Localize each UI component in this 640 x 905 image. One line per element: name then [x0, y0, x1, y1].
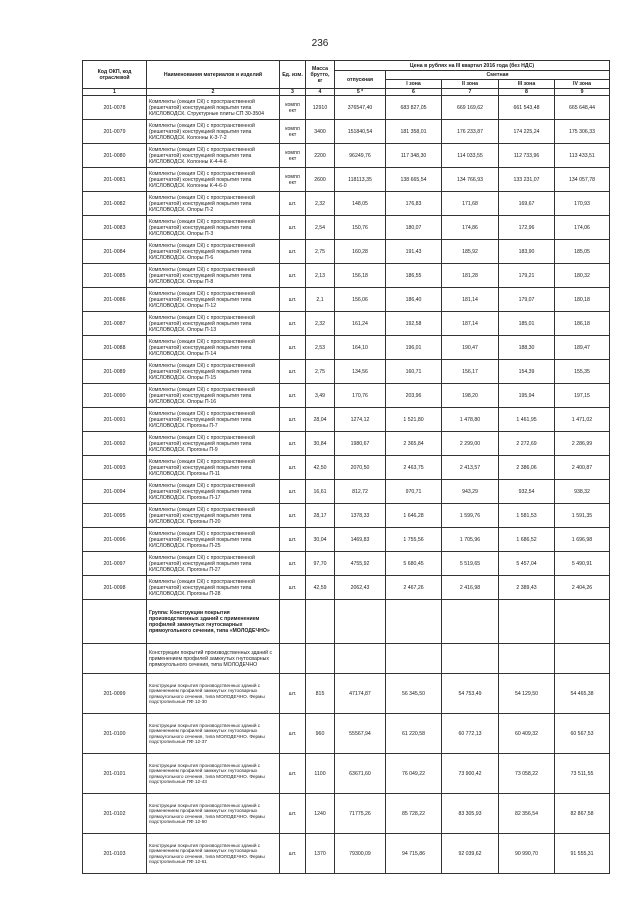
row-zone4-price: 1 591,35 [555, 504, 610, 528]
row-name: Комплекты (секция СК) с пространственной (решетчатой) конструкцией покрытия типа КИСЛОВОДСК. Прогоны П-28 [147, 576, 280, 600]
row-zone2-price: 2 416,98 [442, 576, 499, 600]
row-release-price: 118113,35 [335, 168, 386, 192]
row-unit: шт. [280, 480, 306, 504]
row-mass: 2,75 [306, 240, 335, 264]
row-unit: шт. [280, 408, 306, 432]
table-row [83, 336, 610, 360]
row-zone4-price: 186,18 [555, 312, 610, 336]
group-subtitle: Конструкции покрытий производственных зданий с применением профилей замкнутых гнутосварных прямоугольного сечения, типа МОЛОДЕЧНО [147, 644, 280, 674]
rows-section-a [83, 96, 610, 600]
row-release-price: 134,56 [335, 360, 386, 384]
row-name: Комплекты (секция СК) с пространственной (решетчатой) конструкцией покрытия типа КИСЛОВОДСК. Опоры П-13 [147, 312, 280, 336]
row-zone4-price: 180,32 [555, 264, 610, 288]
row-zone3-price: 60 409,32 [499, 714, 555, 754]
row-code: 201-0091 [83, 408, 147, 432]
row-mass: 1240 [306, 794, 335, 834]
row-zone2-price: 60 772,13 [442, 714, 499, 754]
row-code: 201-0088 [83, 336, 147, 360]
row-zone3-price: 185,01 [499, 312, 555, 336]
row-zone1-price: 5 680,45 [386, 552, 442, 576]
row-zone1-price: 181 358,01 [386, 120, 442, 144]
group-subtitle-row [83, 644, 610, 674]
row-zone4-price: 113 433,51 [555, 144, 610, 168]
page-number: 236 [311, 38, 329, 49]
row-zone2-price: 185,92 [442, 240, 499, 264]
row-name: Комплекты (секция СК) с пространственной (решетчатой) конструкцией покрытия типа КИСЛОВОДСК. Опоры П-14 [147, 336, 280, 360]
table-row [83, 794, 610, 834]
row-unit: шт. [280, 754, 306, 794]
table-row [83, 714, 610, 754]
row-zone2-price: 669 169,62 [442, 96, 499, 120]
row-unit: шт. [280, 312, 306, 336]
row-mass: 2,54 [306, 216, 335, 240]
row-mass: 3,49 [306, 384, 335, 408]
header-unit: Ед. изм. [280, 61, 306, 89]
group-title: Группа: Конструкции покрытия производственных зданий с применением профилей замкнутых гнутосварных прямоугольного сечения, типа «МОЛОДЕЧНО» [147, 600, 280, 644]
row-mass: 2,13 [306, 264, 335, 288]
row-unit: шт. [280, 216, 306, 240]
row-name: Комплекты (секция СК) с пространственной (решетчатой) конструкцией покрытия типа КИСЛОВОДСК. Прогоны П-9 [147, 432, 280, 456]
row-code: 201-0098 [83, 576, 147, 600]
row-name: Комплекты (секция СК) с пространственной (решетчатой) конструкцией покрытия типа КИСЛОВОДСК. Структурные плиты СП 30-3504 [147, 96, 280, 120]
column-number: 3 [280, 89, 306, 96]
row-release-price: 812,72 [335, 480, 386, 504]
row-zone1-price: 191,43 [386, 240, 442, 264]
row-release-price: 4755,92 [335, 552, 386, 576]
table-row [83, 384, 610, 408]
row-zone2-price: 114 033,55 [442, 144, 499, 168]
row-zone4-price: 91 555,31 [555, 834, 610, 874]
row-zone3-price: 1 686,52 [499, 528, 555, 552]
row-code: 201-0082 [83, 192, 147, 216]
row-code: 201-0103 [83, 834, 147, 874]
row-name: Комплекты (секция СК) с пространственной (решетчатой) конструкцией покрытия типа КИСЛОВОДСК. Прогоны П-7 [147, 408, 280, 432]
row-mass: 30,04 [306, 528, 335, 552]
row-code: 201-0086 [83, 288, 147, 312]
row-zone1-price: 76 049,22 [386, 754, 442, 794]
row-unit: шт. [280, 576, 306, 600]
row-unit: шт. [280, 264, 306, 288]
column-number: 4 [306, 89, 335, 96]
row-mass: 2200 [306, 144, 335, 168]
header-price-group: Цена в рублях на III квартал 2016 года (без НДС) [335, 61, 610, 71]
row-unit: шт. [280, 432, 306, 456]
row-zone1-price: 61 220,58 [386, 714, 442, 754]
row-zone3-price: 1 461,95 [499, 408, 555, 432]
row-zone2-price: 181,14 [442, 288, 499, 312]
table-row [83, 408, 610, 432]
row-unit: компл ект [280, 144, 306, 168]
header-zone2: II зона [442, 80, 499, 89]
row-code: 201-0090 [83, 384, 147, 408]
column-number: 6 [386, 89, 442, 96]
row-code: 201-0092 [83, 432, 147, 456]
row-zone4-price: 174,06 [555, 216, 610, 240]
row-zone4-price: 170,93 [555, 192, 610, 216]
row-zone3-price: 179,21 [499, 264, 555, 288]
row-code: 201-0096 [83, 528, 147, 552]
header-mass: Масса брутто, кг [306, 61, 335, 89]
row-code: 201-0085 [83, 264, 147, 288]
row-zone4-price: 134 057,78 [555, 168, 610, 192]
row-unit: компл ект [280, 96, 306, 120]
row-release-price: 170,76 [335, 384, 386, 408]
column-number: 8 [499, 89, 555, 96]
row-unit: компл ект [280, 168, 306, 192]
table-row [83, 264, 610, 288]
row-zone4-price: 2 404,26 [555, 576, 610, 600]
row-code: 201-0079 [83, 120, 147, 144]
row-mass: 28,04 [306, 408, 335, 432]
row-zone1-price: 1 646,28 [386, 504, 442, 528]
row-zone1-price: 56 345,50 [386, 674, 442, 714]
row-name: Комплекты (секция СК) с пространственной (решетчатой) конструкцией покрытия типа КИСЛОВОДСК. Прогоны П-17 [147, 480, 280, 504]
row-zone2-price: 1 599,76 [442, 504, 499, 528]
column-numbers-row [83, 89, 610, 96]
row-zone1-price: 176,83 [386, 192, 442, 216]
row-zone3-price: 1 581,53 [499, 504, 555, 528]
table-row [83, 480, 610, 504]
row-code: 201-0102 [83, 794, 147, 834]
row-release-price: 161,24 [335, 312, 386, 336]
row-zone2-price: 54 753,49 [442, 674, 499, 714]
row-code: 201-0093 [83, 456, 147, 480]
row-zone4-price: 189,47 [555, 336, 610, 360]
row-zone4-price: 54 465,38 [555, 674, 610, 714]
header-name: Наименования материалов и изделий [147, 61, 280, 89]
row-mass: 1370 [306, 834, 335, 874]
row-zone1-price: 186,40 [386, 288, 442, 312]
row-name: Комплекты (секция СК) с пространственной (решетчатой) конструкцией покрытия типа КИСЛОВОДСК. Опоры П-2 [147, 192, 280, 216]
row-unit: шт. [280, 714, 306, 754]
row-mass: 2,75 [306, 360, 335, 384]
row-zone3-price: 133 231,07 [499, 168, 555, 192]
row-code: 201-0101 [83, 754, 147, 794]
row-release-price: 79300,09 [335, 834, 386, 874]
row-zone4-price: 82 867,58 [555, 794, 610, 834]
row-name: Комплекты (секция СК) с пространственной (решетчатой) конструкцией покрытия типа КИСЛОВОДСК. Опоры П-6 [147, 240, 280, 264]
table-row [83, 120, 610, 144]
table-row [83, 192, 610, 216]
row-zone4-price: 197,15 [555, 384, 610, 408]
row-zone3-price: 183,90 [499, 240, 555, 264]
row-release-price: 2062,43 [335, 576, 386, 600]
rows-section-b [83, 674, 610, 874]
row-zone1-price: 2 463,75 [386, 456, 442, 480]
row-zone4-price: 180,18 [555, 288, 610, 312]
table-row [83, 240, 610, 264]
row-zone1-price: 180,07 [386, 216, 442, 240]
column-number: 2 [147, 89, 280, 96]
row-unit: шт. [280, 360, 306, 384]
row-zone2-price: 174,86 [442, 216, 499, 240]
table-row [83, 216, 610, 240]
table-row [83, 834, 610, 874]
table-row [83, 96, 610, 120]
table-row [83, 552, 610, 576]
row-name: Комплекты (секция СК) с пространственной (решетчатой) конструкцией покрытия типа КИСЛОВОДСК. Колонны К-4-4-6 [147, 144, 280, 168]
row-zone2-price: 73 900,42 [442, 754, 499, 794]
row-zone4-price: 1 696,98 [555, 528, 610, 552]
row-release-price: 160,28 [335, 240, 386, 264]
row-mass: 42,50 [306, 456, 335, 480]
row-zone2-price: 134 766,93 [442, 168, 499, 192]
row-mass: 960 [306, 714, 335, 754]
row-zone3-price: 169,67 [499, 192, 555, 216]
row-name: Комплекты (секция СК) с пространственной (решетчатой) конструкцией покрытия типа КИСЛОВОДСК. Опоры П-8 [147, 264, 280, 288]
row-zone2-price: 156,17 [442, 360, 499, 384]
row-name: Конструкции покрытия производственных зданий с применением профилей замкнутых гнутосварных прямоугольного сечения, типа МОЛОДЕЧНО. Фермы подстропильные ПФ 12-61 [147, 834, 280, 874]
table-row [83, 754, 610, 794]
table-row [83, 504, 610, 528]
row-name: Комплекты (секция СК) с пространственной (решетчатой) конструкцией покрытия типа КИСЛОВОДСК. Опоры П-3 [147, 216, 280, 240]
row-name: Комплекты (секция СК) с пространственной (решетчатой) конструкцией покрытия типа КИСЛОВОДСК. Прогоны П-27 [147, 552, 280, 576]
row-zone4-price: 175 306,33 [555, 120, 610, 144]
row-mass: 12910 [306, 96, 335, 120]
row-mass: 16,61 [306, 480, 335, 504]
row-name: Комплекты (секция СК) с пространственной (решетчатой) конструкцией покрытия типа КИСЛОВОДСК. Опоры П-15 [147, 360, 280, 384]
row-zone1-price: 196,01 [386, 336, 442, 360]
table-row [83, 528, 610, 552]
row-mass: 3400 [306, 120, 335, 144]
row-zone4-price: 73 511,55 [555, 754, 610, 794]
row-release-price: 1469,83 [335, 528, 386, 552]
header-estimate: Сметная [386, 71, 610, 80]
row-release-price: 1274,12 [335, 408, 386, 432]
row-zone3-price: 112 733,96 [499, 144, 555, 168]
row-zone1-price: 1 755,56 [386, 528, 442, 552]
row-name: Комплекты (секция СК) с пространственной (решетчатой) конструкцией покрытия типа КИСЛОВОДСК. Прогоны П-25 [147, 528, 280, 552]
row-zone3-price: 73 058,22 [499, 754, 555, 794]
row-mass: 2,32 [306, 192, 335, 216]
table-row [83, 576, 610, 600]
row-zone2-price: 198,20 [442, 384, 499, 408]
row-zone3-price: 54 129,50 [499, 674, 555, 714]
row-zone1-price: 138 665,54 [386, 168, 442, 192]
row-release-price: 1980,67 [335, 432, 386, 456]
row-code: 201-0081 [83, 168, 147, 192]
table-row [83, 312, 610, 336]
header-code: Код ОКП, код отраслевой [83, 61, 147, 89]
row-zone1-price: 85 728,22 [386, 794, 442, 834]
row-zone3-price: 195,94 [499, 384, 555, 408]
row-code: 201-0083 [83, 216, 147, 240]
row-unit: шт. [280, 336, 306, 360]
table-row [83, 360, 610, 384]
row-mass: 2,1 [306, 288, 335, 312]
column-number: 9 [555, 89, 610, 96]
row-release-price: 148,05 [335, 192, 386, 216]
row-name: Конструкции покрытия производственных зданий с применением профилей замкнутых гнутосварных прямоугольного сечения, типа МОЛОДЕЧНО. Фермы подстропильные ПФ 12-50 [147, 794, 280, 834]
row-zone1-price: 160,71 [386, 360, 442, 384]
row-unit: компл ект [280, 120, 306, 144]
row-zone2-price: 1 478,80 [442, 408, 499, 432]
row-zone2-price: 943,29 [442, 480, 499, 504]
row-zone1-price: 2 467,26 [386, 576, 442, 600]
row-zone1-price: 1 521,80 [386, 408, 442, 432]
table-row [83, 432, 610, 456]
row-zone3-price: 5 457,04 [499, 552, 555, 576]
row-unit: шт. [280, 552, 306, 576]
row-zone3-price: 2 272,69 [499, 432, 555, 456]
row-mass: 30,84 [306, 432, 335, 456]
row-mass: 28,17 [306, 504, 335, 528]
table-row [83, 144, 610, 168]
table-row [83, 456, 610, 480]
row-name: Комплекты (секция СК) с пространственной (решетчатой) конструкцией покрытия типа КИСЛОВОДСК. Колонны К-4-6-0 [147, 168, 280, 192]
row-zone2-price: 187,14 [442, 312, 499, 336]
row-release-price: 71775,26 [335, 794, 386, 834]
row-zone3-price: 90 990,70 [499, 834, 555, 874]
row-unit: шт. [280, 240, 306, 264]
row-zone4-price: 665 648,44 [555, 96, 610, 120]
row-zone1-price: 203,96 [386, 384, 442, 408]
row-mass: 2600 [306, 168, 335, 192]
row-zone3-price: 932,54 [499, 480, 555, 504]
row-zone2-price: 190,47 [442, 336, 499, 360]
row-code: 201-0078 [83, 96, 147, 120]
row-zone4-price: 155,35 [555, 360, 610, 384]
table-row [83, 168, 610, 192]
row-zone4-price: 1 471,02 [555, 408, 610, 432]
row-zone1-price: 117 348,30 [386, 144, 442, 168]
row-unit: шт. [280, 384, 306, 408]
row-unit: шт. [280, 834, 306, 874]
header-zone3: III зона [499, 80, 555, 89]
row-zone4-price: 2 400,87 [555, 456, 610, 480]
row-code: 201-0099 [83, 674, 147, 714]
row-zone2-price: 176 233,87 [442, 120, 499, 144]
row-release-price: 55567,94 [335, 714, 386, 754]
row-mass: 2,53 [306, 336, 335, 360]
row-zone2-price: 1 705,96 [442, 528, 499, 552]
row-release-price: 1378,33 [335, 504, 386, 528]
row-name: Комплекты (секция СК) с пространственной (решетчатой) конструкцией покрытия типа КИСЛОВОДСК. Прогоны П-20 [147, 504, 280, 528]
row-code: 201-0080 [83, 144, 147, 168]
row-code: 201-0094 [83, 480, 147, 504]
row-code: 201-0084 [83, 240, 147, 264]
row-release-price: 164,10 [335, 336, 386, 360]
row-zone2-price: 171,68 [442, 192, 499, 216]
row-zone3-price: 172,96 [499, 216, 555, 240]
table-header [83, 61, 610, 96]
row-code: 201-0089 [83, 360, 147, 384]
row-release-price: 151840,54 [335, 120, 386, 144]
row-zone2-price: 181,28 [442, 264, 499, 288]
row-name: Конструкции покрытия производственных зданий с применением профилей замкнутых гнутосварных прямоугольного сечения, типа МОЛОДЕЧНО. Фермы подстропильные ПФ 12-30 [147, 674, 280, 714]
row-mass: 42,59 [306, 576, 335, 600]
row-zone3-price: 179,07 [499, 288, 555, 312]
row-zone1-price: 970,71 [386, 480, 442, 504]
header-zone4: IV зона [555, 80, 610, 89]
group-title-row [83, 600, 610, 644]
row-zone3-price: 661 543,48 [499, 96, 555, 120]
row-zone4-price: 5 490,91 [555, 552, 610, 576]
row-name: Комплекты (секция СК) с пространственной (решетчатой) конструкцией покрытия типа КИСЛОВОДСК. Опоры П-12 [147, 288, 280, 312]
row-zone4-price: 60 567,53 [555, 714, 610, 754]
row-zone1-price: 683 827,05 [386, 96, 442, 120]
row-release-price: 156,06 [335, 288, 386, 312]
row-zone2-price: 5 519,65 [442, 552, 499, 576]
row-zone3-price: 2 389,43 [499, 576, 555, 600]
row-unit: шт. [280, 504, 306, 528]
row-mass: 1100 [306, 754, 335, 794]
row-release-price: 376547,40 [335, 96, 386, 120]
row-release-price: 63671,60 [335, 754, 386, 794]
row-zone1-price: 186,55 [386, 264, 442, 288]
row-unit: шт. [280, 192, 306, 216]
row-zone3-price: 188,30 [499, 336, 555, 360]
row-release-price: 96249,76 [335, 144, 386, 168]
row-zone4-price: 938,32 [555, 480, 610, 504]
row-code: 201-0100 [83, 714, 147, 754]
row-mass: 2,32 [306, 312, 335, 336]
row-zone1-price: 94 715,86 [386, 834, 442, 874]
table-row [83, 674, 610, 714]
row-code: 201-0087 [83, 312, 147, 336]
row-unit: шт. [280, 288, 306, 312]
row-name: Комплекты (секция СК) с пространственной (решетчатой) конструкцией покрытия типа КИСЛОВОДСК. Прогоны П-11 [147, 456, 280, 480]
row-unit: шт. [280, 528, 306, 552]
row-code: 201-0097 [83, 552, 147, 576]
row-release-price: 156,18 [335, 264, 386, 288]
row-zone2-price: 92 039,62 [442, 834, 499, 874]
row-zone3-price: 2 386,06 [499, 456, 555, 480]
row-zone1-price: 192,58 [386, 312, 442, 336]
row-zone1-price: 2 365,84 [386, 432, 442, 456]
row-zone2-price: 2 413,57 [442, 456, 499, 480]
row-release-price: 47174,87 [335, 674, 386, 714]
row-zone2-price: 83 305,93 [442, 794, 499, 834]
row-zone4-price: 185,05 [555, 240, 610, 264]
price-table [82, 60, 610, 874]
row-release-price: 150,76 [335, 216, 386, 240]
row-name: Комплекты (секция СК) с пространственной (решетчатой) конструкцией покрытия типа КИСЛОВОДСК. Опоры П-16 [147, 384, 280, 408]
row-name: Комплекты (секция СК) с пространственной (решетчатой) конструкцией покрытия типа КИСЛОВОДСК. Колонны К-3-7-2 [147, 120, 280, 144]
row-unit: шт. [280, 674, 306, 714]
row-unit: шт. [280, 456, 306, 480]
group-section [83, 600, 610, 674]
row-code: 201-0095 [83, 504, 147, 528]
row-zone4-price: 2 286,99 [555, 432, 610, 456]
row-mass: 97,70 [306, 552, 335, 576]
row-zone3-price: 82 356,54 [499, 794, 555, 834]
column-number: 5 * [335, 89, 386, 96]
row-name: Конструкции покрытия производственных зданий с применением профилей замкнутых гнутосварных прямоугольного сечения, типа МОЛОДЕЧНО. Фермы подстропильные ПФ 12-37 [147, 714, 280, 754]
row-mass: 815 [306, 674, 335, 714]
header-release: отпускная [335, 71, 386, 89]
row-zone2-price: 2 299,00 [442, 432, 499, 456]
row-release-price: 2070,50 [335, 456, 386, 480]
table-row [83, 288, 610, 312]
column-number: 1 [83, 89, 147, 96]
row-zone3-price: 174 225,24 [499, 120, 555, 144]
row-zone3-price: 154,39 [499, 360, 555, 384]
row-name: Конструкции покрытия производственных зданий с применением профилей замкнутых гнутосварных прямоугольного сечения, типа МОЛОДЕЧНО. Фермы подстропильные ПФ 12-43 [147, 754, 280, 794]
header-zone1: I зона [386, 80, 442, 89]
column-number: 7 [442, 89, 499, 96]
row-unit: шт. [280, 794, 306, 834]
